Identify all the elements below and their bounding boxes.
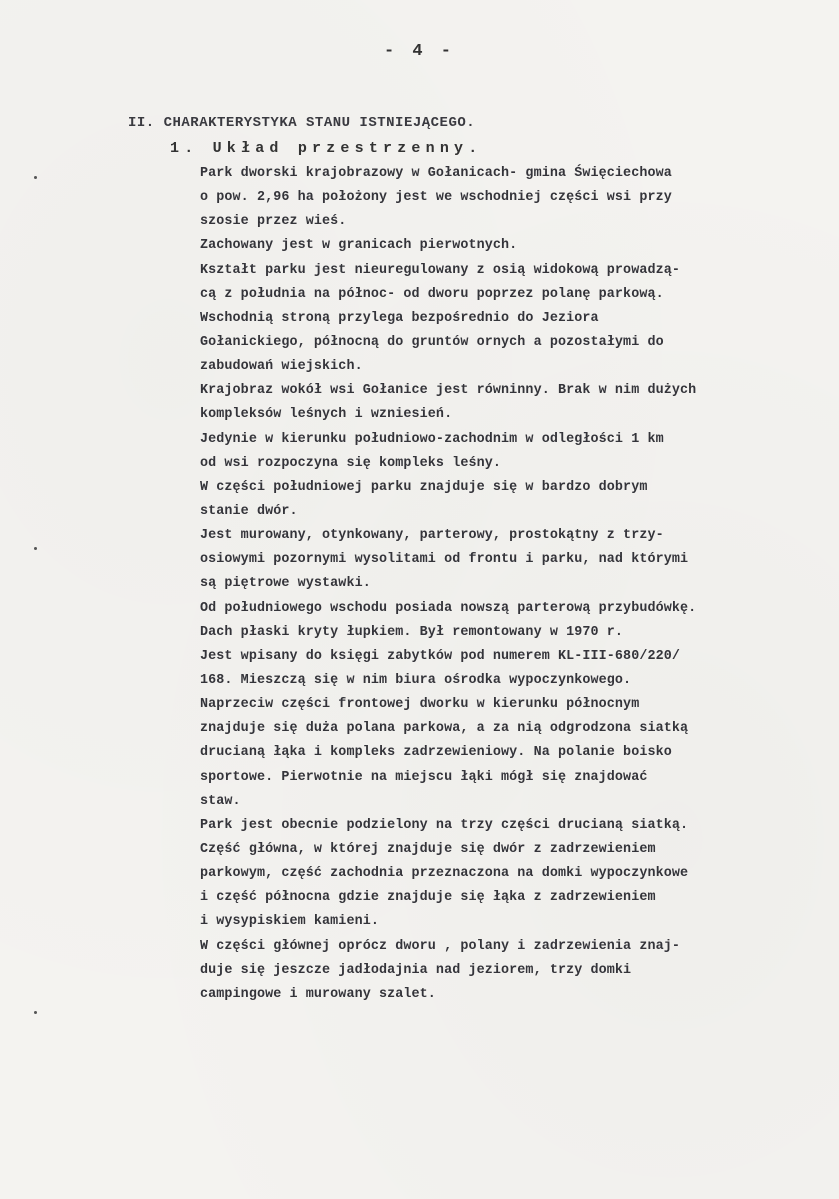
text-line: Krajobraz wokół wsi Gołanice jest równinny. Brak w nim dużych [200,383,697,399]
text-line: zabudowań wiejskich. [200,359,363,375]
text-line: W części południowej parku znajduje się w bardzo dobrym [200,479,648,495]
text-line: Dach płaski kryty łupkiem. Był remontowany w 1970 r. [200,624,624,640]
text-line: Gołanickiego, północną do gruntów ornych a pozostałymi do [200,334,664,350]
text-line: stanie dwór. [200,503,298,519]
text-line: Kształt parku jest nieuregulowany z osią widokową prowadzą- [200,262,681,278]
margin-dot [34,176,37,179]
text-line: Wschodnią stroną przylega bezpośrednio do Jeziora [200,310,599,326]
subsection-heading: 1. Układ przestrzenny. [170,140,483,157]
text-line: od wsi rozpoczyna się kompleks leśny. [200,455,502,471]
text-line: Zachowany jest w granicach pierwotnych. [200,238,518,254]
text-line: są piętrowe wystawki. [200,576,371,592]
text-line: Jest murowany, otynkowany, parterowy, prostokątny z trzy- [200,528,664,544]
margin-dot [34,1011,37,1014]
text-line: Część główna, w której znajduje się dwór z zadrzewieniem [200,841,656,857]
page-number: - 4 - [383,42,455,61]
text-line: i część północna gdzie znajduje się łąka z zadrzewieniem [200,890,656,906]
text-line: o pow. 2,96 ha położony jest we wschodniej części wsi przy [200,190,672,206]
text-line: duje się jeszcze jadłodajnia nad jeziorem, trzy domki [200,962,632,978]
text-line: Naprzeciw części frontowej dworku w kierunku północnym [200,697,640,713]
text-line: 168. Mieszczą się w nim biura ośrodka wypoczynkowego. [200,672,632,688]
text-line: Jedynie w kierunku południowo-zachodnim w odległości 1 km [200,431,664,447]
text-line: znajduje się duża polana parkowa, a za nią odgrodzona siatką [200,721,689,737]
text-line: sportowe. Pierwotnie na miejscu łąki mógł się znajdować [200,769,648,785]
section-heading: II. CHARAKTERYSTYKA STANU ISTNIEJĄCEGO. [128,115,476,131]
text-line: i wysypiskiem kamieni. [200,914,379,930]
text-line: drucianą łąka i kompleks zadrzewieniowy. Na polanie boisko [200,745,672,761]
text-line: kompleksów leśnych i wzniesień. [200,407,453,423]
text-line: Park dworski krajobrazowy w Gołanicach- gmina Święciechowa [200,166,672,181]
text-line: Od południowego wschodu posiada nowszą parterową przybudówkę. [200,600,697,616]
text-line: cą z południa na północ- od dworu poprzez polanę parkową. [200,286,664,302]
text-line: staw. [200,793,241,809]
text-line: Jest wpisany do księgi zabytków pod numerem KL-III-680/220/ [200,648,681,664]
text-line: Park jest obecnie podzielony na trzy części drucianą siatką. [200,817,689,833]
text-line: campingowe i murowany szalet. [200,986,436,1002]
text-line: W części głównej oprócz dworu , polany i zadrzewienia znaj- [200,938,681,954]
text-line: parkowym, część zachodnia przeznaczona na domki wypoczynkowe [200,866,689,882]
text-line: szosie przez wieś. [200,214,347,230]
text-line: osiowymi pozornymi wysolitami od frontu i parku, nad którymi [200,552,689,568]
body-text [200,162,836,1007]
margin-dot [34,547,37,550]
